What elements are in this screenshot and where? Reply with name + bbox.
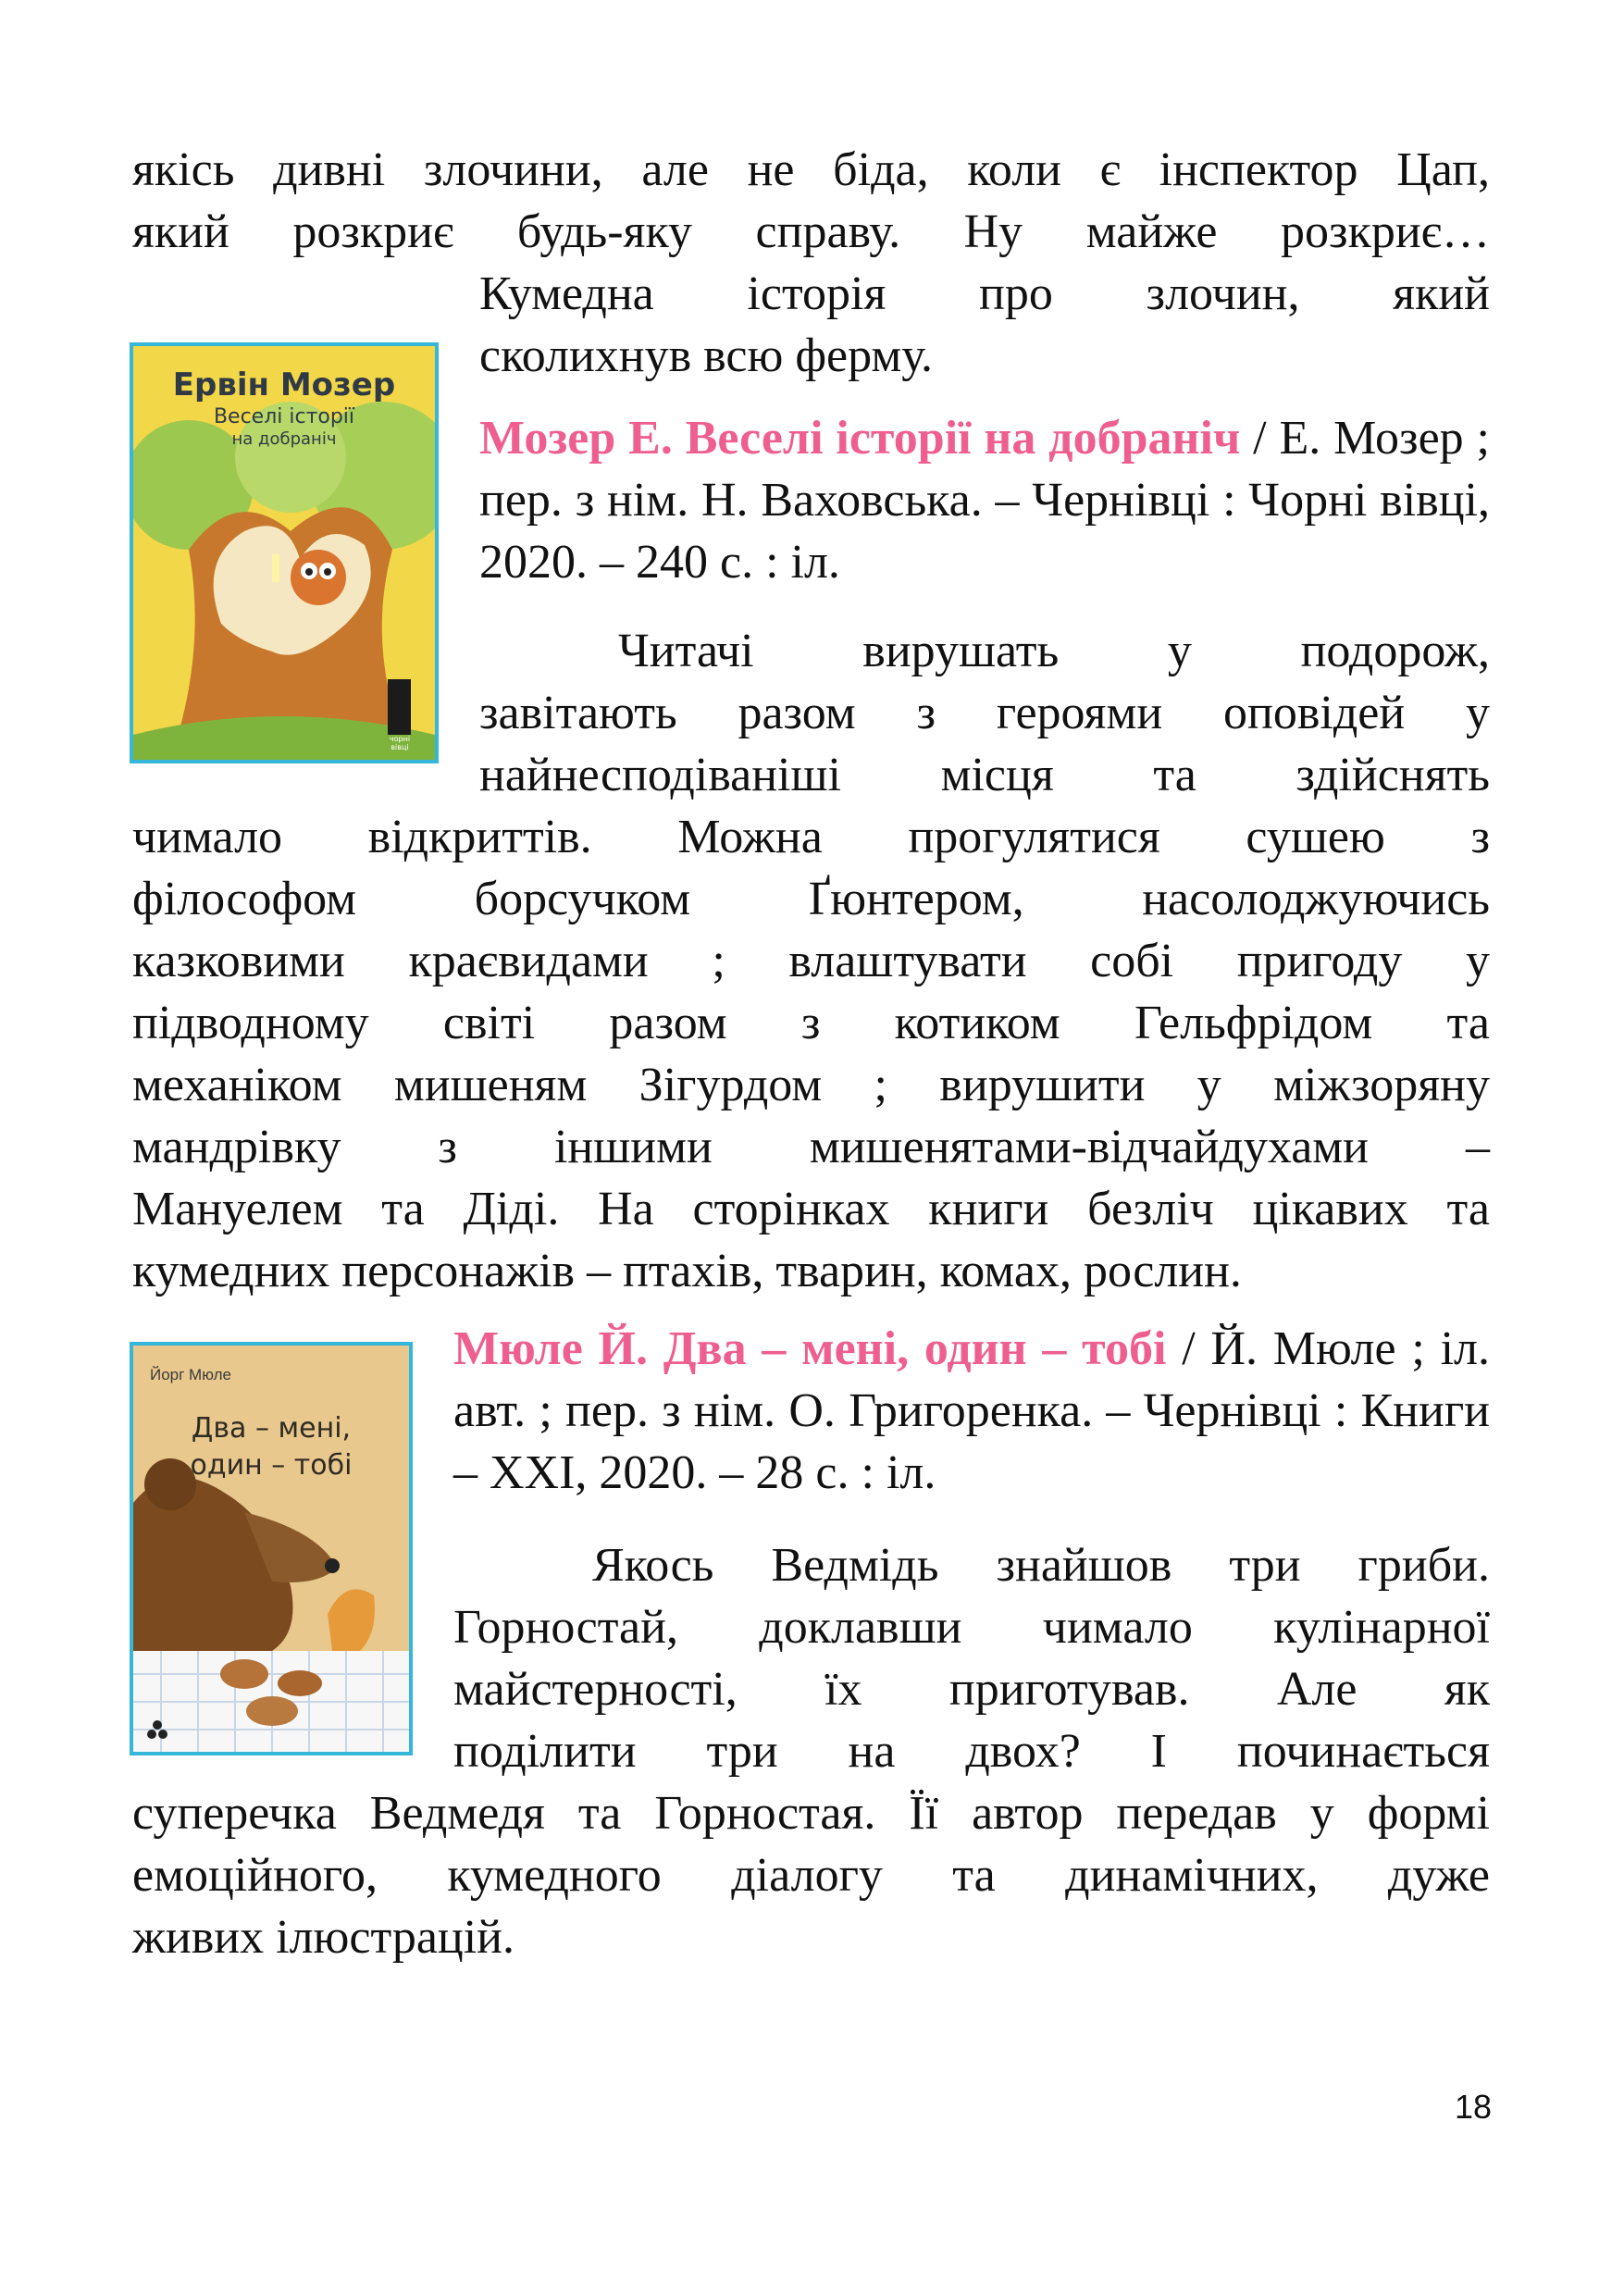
page-number: 18: [1454, 2088, 1492, 2126]
intro-paragraph: [132, 139, 1490, 263]
cover-title-line2: на добраніч: [231, 429, 337, 449]
book2-description-bottom: [132, 1782, 1490, 1968]
cover-author: Йорг Мюле: [150, 1366, 231, 1383]
book1-entry: [479, 407, 1490, 593]
book1-description-line: чимало відкриттів. Можна прогулятися сушею з: [132, 811, 1490, 863]
book1-description-line: механіком мишеням Зігурдом ; вирушити у міжзоряну: [132, 1059, 1490, 1111]
book-cover-moser: [130, 342, 439, 763]
cover-illustration-bear-stoat: [133, 1346, 409, 1752]
intro-line: якісь дивні злочини, але не біда, коли є інспектор Цап,: [132, 143, 1490, 196]
book1-description-line: кумедних персонажів – птахів, тварин, комах, рослин.: [132, 1245, 1242, 1297]
book2-citation: / Й. Мюле ; іл. авт. ; пер. з нім. О. Григоренка. – Чернівці : Книги – XXI, 2020. – 28 с. : іл.: [453, 1322, 1490, 1499]
intro-line: Кумедна історія про злочин, який: [479, 267, 1490, 320]
intro-line: сколихнув всю ферму.: [479, 329, 934, 382]
cover-title-line2: один – тобі: [190, 1449, 353, 1482]
book1-description-line: Читачі вирушать у подорож,: [618, 625, 1490, 677]
cover-publisher-mark: чорні вівці: [389, 735, 411, 751]
book1-description-line: мандрівку з іншими мишенятами-відчайдухами –: [132, 1121, 1490, 1173]
book1-description-bottom: [132, 806, 1490, 1302]
book1-description-line: завітають разом з героями оповідей у: [479, 687, 1490, 739]
book1-description-line: найнесподіваніші місця та здійснять: [479, 749, 1490, 801]
intro-paragraph-continued: [479, 263, 1490, 387]
book2-description-line: Горностай, доклавши чимало кулінарної: [453, 1601, 1490, 1654]
book1-description-top: [479, 620, 1490, 806]
intro-line: який розкриє будь-яку справу. Ну майже розкриє…: [132, 205, 1490, 258]
book1-description-line: казковими краєвидами ; влаштувати собі пригоду у: [132, 935, 1490, 987]
book1-description-line: Мануелем та Діді. На сторінках книги безліч цікавих та: [132, 1183, 1490, 1235]
book2-description-line: суперечка Ведмедя та Горностая. Її автор передав у формі: [132, 1787, 1490, 1840]
book2-entry: [453, 1318, 1490, 1504]
book-cover-mule: [130, 1342, 413, 1755]
book1-description-line: підводному світі разом з котиком Гельфрідом та: [132, 997, 1490, 1049]
cover-title-line1: Веселі історії: [213, 405, 355, 428]
cover-title-line1: Два – мені,: [191, 1412, 352, 1445]
book1-title: Мозер Е. Веселі історії на добраніч: [479, 412, 1241, 465]
cover-author: Ервін Мозер: [172, 366, 396, 403]
book2-description-line: живих ілюстрацій.: [132, 1911, 515, 1964]
book2-description-top: [453, 1534, 1490, 1782]
book2-title: Мюле Й. Два – мені, один – тобі: [453, 1322, 1167, 1375]
book2-description-line: майстерності, їх приготував. Але як: [453, 1663, 1490, 1716]
book1-citation: / Е. Мозер ; пер. з нім. Н. Ваховська. – Чернівці : Чорні вівці, 2020. – 240 с. : іл.: [479, 412, 1490, 589]
book2-description-line: Якось Ведмідь знайшов три гриби.: [592, 1539, 1490, 1592]
book1-description-line: філософом борсучком Ґюнтером, насолоджуючись: [132, 873, 1490, 925]
book2-description-line: поділити три на двох? І починається: [453, 1725, 1490, 1778]
book2-description-line: емоційного, кумедного діалогу та динамічних, дуже: [132, 1849, 1490, 1902]
